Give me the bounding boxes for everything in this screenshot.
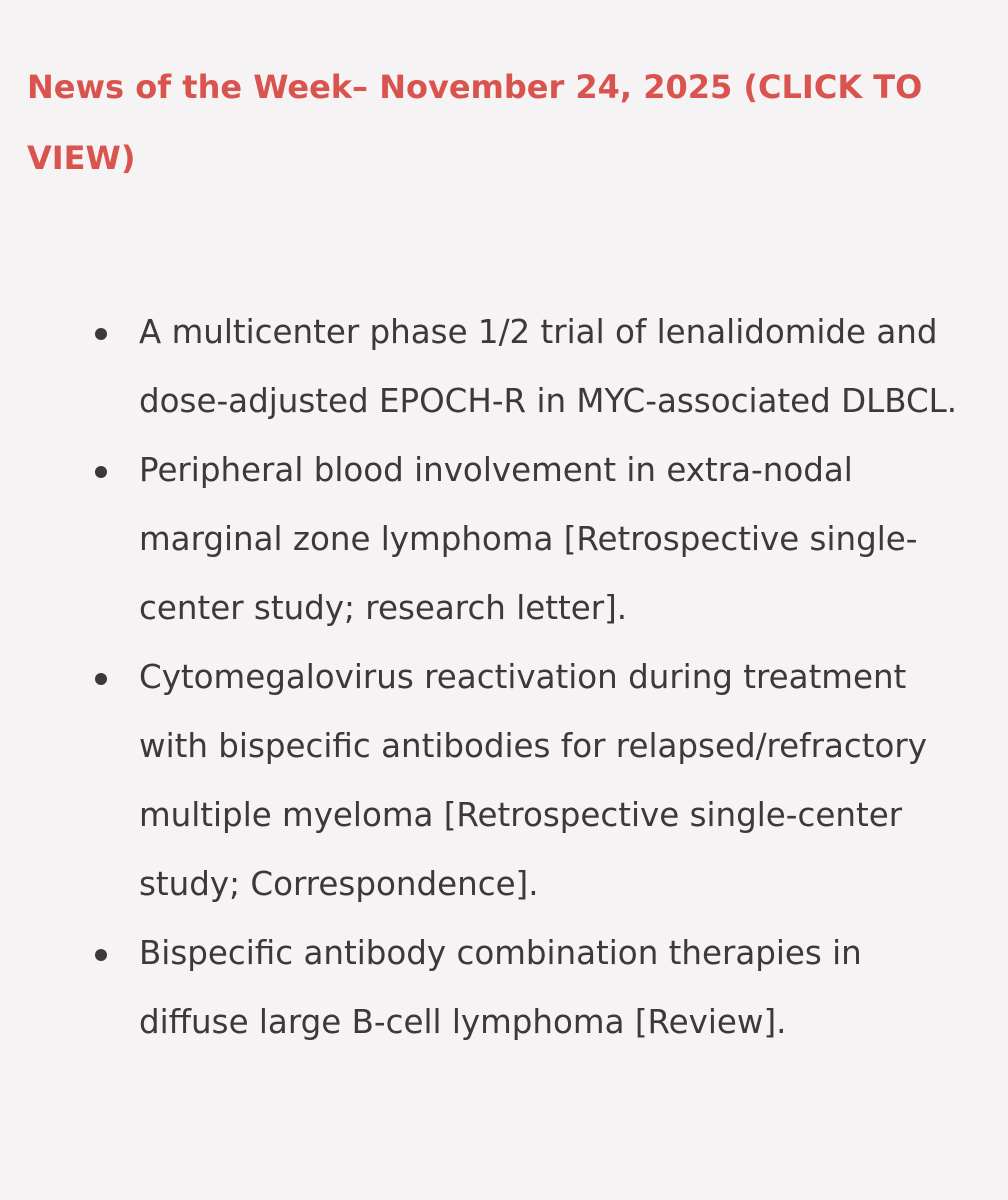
list-item	[27, 436, 977, 643]
list-item	[27, 298, 977, 436]
bullet-icon	[95, 949, 107, 961]
news-item-text: A multicenter phase 1/2 trial of lenalidomide and dose-adjusted EPOCH-R in MYC-associated DLBCL.	[139, 313, 958, 420]
bullet-icon	[95, 466, 107, 478]
bullet-icon	[95, 328, 107, 340]
list-item	[27, 643, 977, 919]
news-item-text: Cytomegalovirus reactivation during treatment with bispecific antibodies for relapsed/refractory multiple myeloma [Retrospective single-center study; Correspondence].	[139, 658, 927, 903]
news-item-text: Peripheral blood involvement in extra-nodal marginal zone lymphoma [Retrospective single-center study; research letter].	[139, 451, 918, 627]
news-list	[27, 298, 988, 1057]
news-item-text: Bispecific antibody combination therapies in diffuse large B-cell lymphoma [Review].	[139, 934, 862, 1041]
bullet-icon	[95, 673, 107, 685]
list-item	[27, 919, 977, 1057]
news-of-the-week-link[interactable]: News of the Week– November 24, 2025 (CLICK TO VIEW)	[27, 68, 923, 177]
